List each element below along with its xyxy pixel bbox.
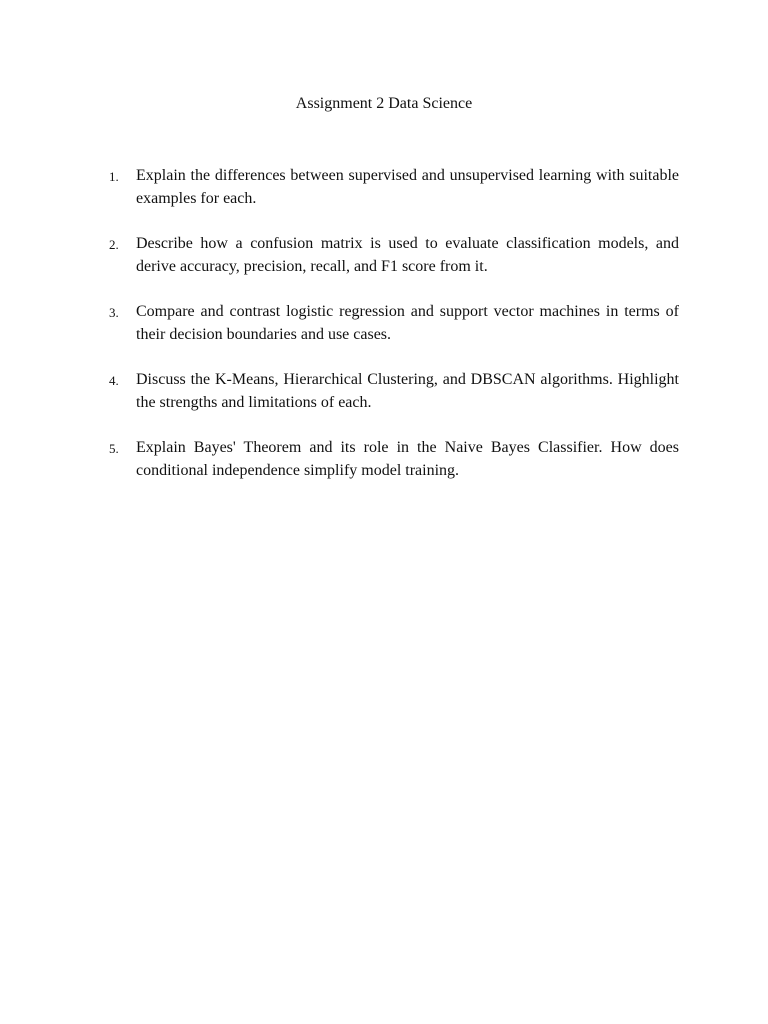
question-number: 3. <box>109 305 119 320</box>
question-item <box>109 300 679 346</box>
question-item <box>109 368 679 414</box>
question-text: Compare and contrast logistic regression and support vector machines in terms of their decision boundaries and use cases. <box>136 303 679 343</box>
question-text: Explain Bayes' Theorem and its role in the Naive Bayes Classifier. How does conditional independence simplify model training. <box>136 439 679 479</box>
question-number: 2. <box>109 237 119 252</box>
question-number: 1. <box>109 169 119 184</box>
question-number: 5. <box>109 441 119 456</box>
question-list <box>109 164 679 504</box>
question-text: Explain the differences between supervised and unsupervised learning with suitable examples for each. <box>136 167 679 207</box>
document-title: Assignment 2 Data Science <box>295 95 473 112</box>
question-text: Discuss the K-Means, Hierarchical Clustering, and DBSCAN algorithms. Highlight the strengths and limitations of each. <box>136 371 679 411</box>
question-text: Describe how a confusion matrix is used to evaluate classification models, and derive accuracy, precision, recall, and F1 score from it. <box>136 235 679 275</box>
question-number: 4. <box>109 373 119 388</box>
question-item <box>109 436 679 482</box>
question-item <box>109 232 679 278</box>
question-item <box>109 164 679 210</box>
